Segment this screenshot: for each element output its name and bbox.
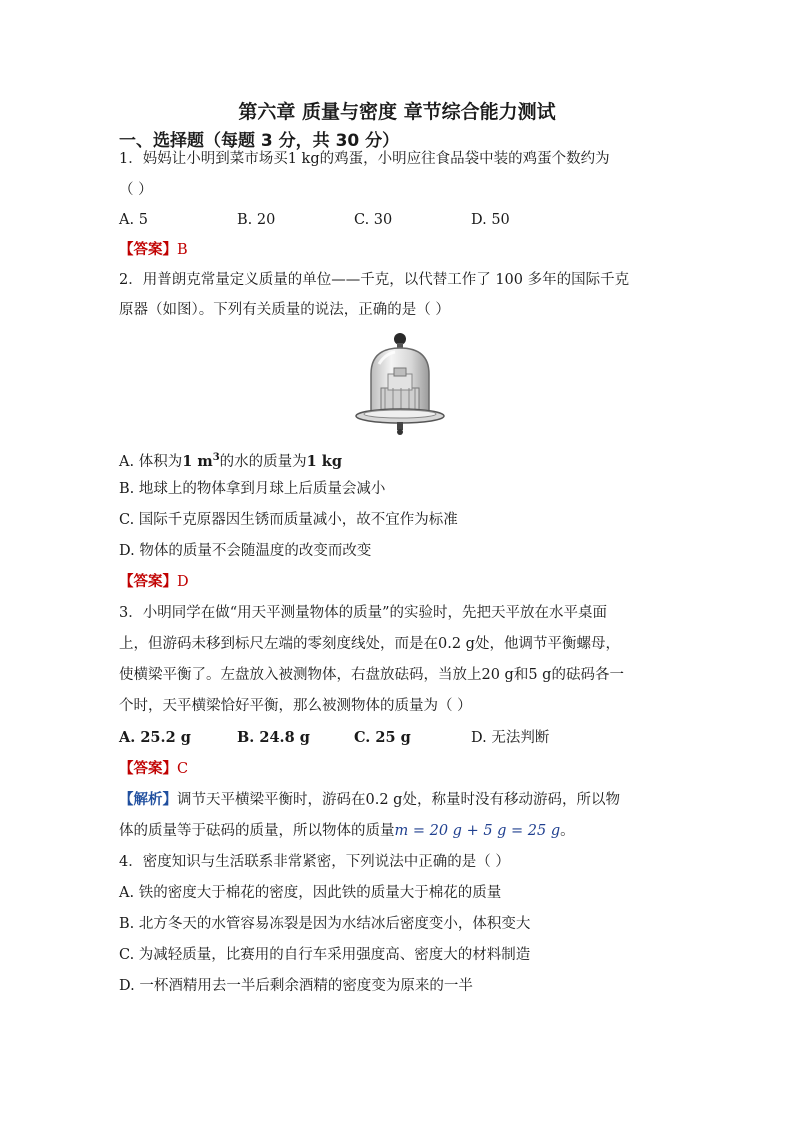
analysis-text: 调节天平横梁平衡时，游码在0.2 g处，称量时没有移动游码，所以物 <box>177 792 620 808</box>
q1-option-c: C. 30 <box>354 212 393 228</box>
q1-answer <box>119 240 188 260</box>
q1-option-b: B. 20 <box>237 212 276 228</box>
q3-option-a: A. 25.2 g <box>119 729 191 746</box>
answer-tag: 【答案】 <box>119 760 177 777</box>
q1-stem-line2: （ ） <box>119 182 153 198</box>
answer-tag: 【答案】 <box>119 241 177 258</box>
q3-option-c: C. 25 g <box>354 729 411 746</box>
mass-value: 1 kg <box>306 452 342 470</box>
q1-option-a: A. 5 <box>119 212 148 228</box>
q3-stem-line1: 3．小明同学在做“用天平测量物体的质量”的实验时，先把天平放在水平桌面 <box>119 605 608 621</box>
page-title: 第六章 质量与密度 章节综合能力测试 <box>238 101 556 123</box>
q1-option-d: D. 50 <box>471 212 510 228</box>
q3-analysis-line2 <box>119 821 575 841</box>
analysis-text: 体的质量等于砝码的质量，所以物体的质量 <box>119 823 395 839</box>
section-heading: 一、选择题（每题 3 分，共 30 分） <box>119 131 400 151</box>
q4-option-b: B. 北方冬天的水管容易冻裂是因为水结冰后密度变小，体积变大 <box>119 916 531 932</box>
analysis-period: 。 <box>560 823 575 839</box>
q2-option-a-text: A. 体积为 <box>119 453 183 470</box>
answer-tag: 【答案】 <box>119 573 177 590</box>
mass-equation: m = 20 g + 5 g = 25 g <box>394 823 561 839</box>
q2-stem-line2: 原器（如图）。下列有关质量的说法，正确的是（ ） <box>119 302 450 318</box>
q4-stem: 4．密度知识与生活联系非常紧密，下列说法中正确的是（ ） <box>119 854 510 870</box>
q2-option-b: B. 地球上的物体拿到月球上后质量会减小 <box>119 481 386 497</box>
volume-value: 1 m <box>182 452 213 470</box>
q3-option-d: D. 无法判断 <box>471 730 550 746</box>
q2-answer <box>119 572 189 592</box>
q3-analysis-line1 <box>119 790 620 810</box>
bell-jar-kilogram-prototype-icon <box>355 330 445 438</box>
answer-value: B <box>177 242 188 258</box>
q4-option-d: D. 一杯酒精用去一半后剩余酒精的密度变为原来的一半 <box>119 978 473 994</box>
q3-answer <box>119 759 188 779</box>
q3-stem-line3: 使横梁平衡了。左盘放入被测物体，右盘放砝码，当放上20 g和5 g的砝码各一 <box>119 667 624 683</box>
q1-stem-line1: 1．妈妈让小明到菜市场买1 kg的鸡蛋，小明应往食品袋中装的鸡蛋个数约为 <box>119 151 610 167</box>
q3-option-b: B. 24.8 g <box>237 729 310 746</box>
q4-option-a: A. 铁的密度大于棉花的密度，因此铁的质量大于棉花的质量 <box>119 885 502 901</box>
q2-option-a-mid: 的水的质量为 <box>219 453 307 470</box>
answer-value: D <box>177 574 189 590</box>
q2-stem-line1: 2．用普朗克常量定义质量的单位——千克，以代替工作了 100 多年的国际千克 <box>119 272 630 288</box>
analysis-tag: 【解析】 <box>119 791 177 808</box>
answer-value: C <box>177 761 189 777</box>
q2-option-a <box>119 448 342 472</box>
q4-option-c: C. 为减轻质量，比赛用的自行车采用强度高、密度大的材料制造 <box>119 947 531 963</box>
volume-exponent: 3 <box>212 452 220 463</box>
q2-option-c: C. 国际千克原器因生锈而质量减小，故不宜作为标准 <box>119 512 458 528</box>
q2-option-d: D. 物体的质量不会随温度的改变而改变 <box>119 543 372 559</box>
q3-stem-line2: 上，但游码未移到标尺左端的零刻度线处，而是在0.2 g处，他调节平衡螺母， <box>119 636 620 652</box>
q3-stem-line4: 个时，天平横梁恰好平衡，那么被测物体的质量为（ ） <box>119 698 472 714</box>
